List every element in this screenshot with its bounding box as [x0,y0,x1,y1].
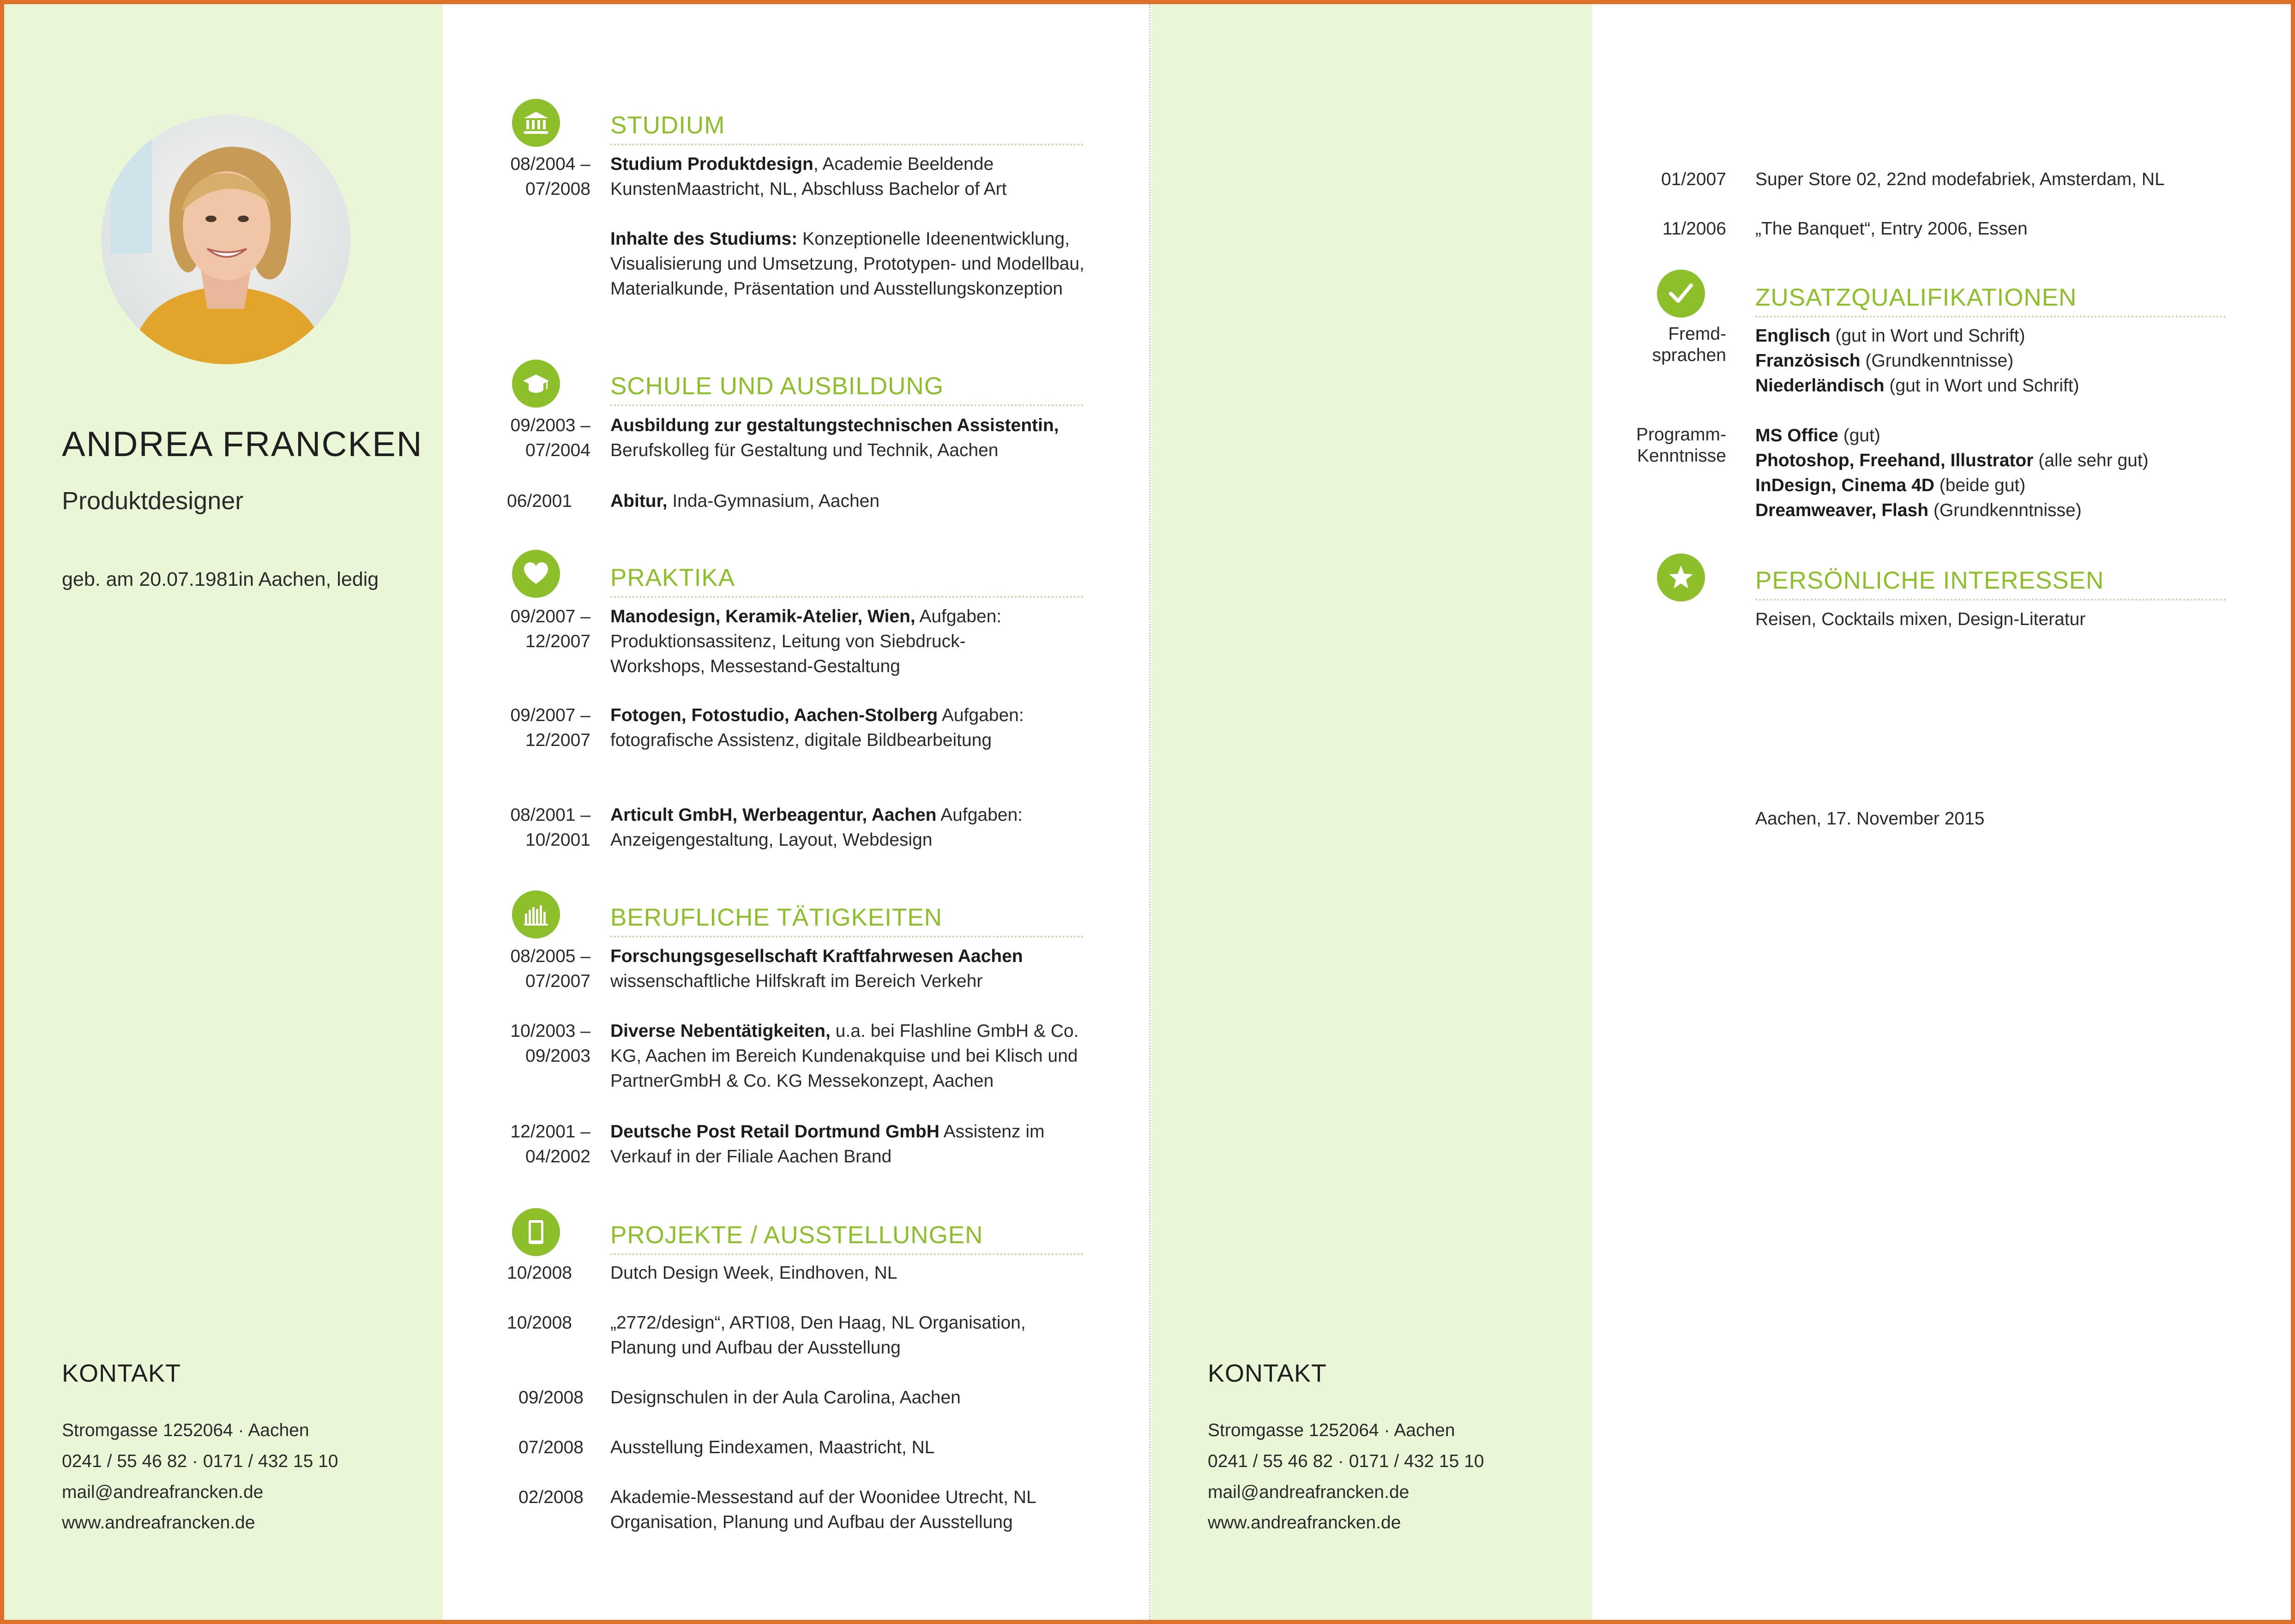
entry-text: Super Store 02, 22nd modefabriek, Amsterdam, NL [1755,169,2165,189]
qual-bold: MS Office [1755,426,1838,445]
person-name: ANDREA FRANCKEN [62,425,423,464]
checkmark-icon [1657,270,1705,318]
qual-bold: Französisch [1755,351,1861,371]
qual-detail: (gut) [1838,426,1880,445]
entry-date: 09/2003 – 07/2004 [510,415,590,460]
heart-icon [512,550,560,598]
entry-bold: Manodesign, Keramik-Atelier, Wien, [610,607,916,626]
entry-text [610,1435,1100,1460]
tablet-icon [512,1208,560,1256]
entry-date: 06/2001 [507,491,572,511]
qual-bold: Dreamweaver, Flash [1755,500,1929,520]
entry-detail: Ausstellung Eindexamen, Maastricht, NL [610,1438,935,1457]
qual-line [1755,448,2263,473]
entry-detail: Konzeptionelle Ideenentwicklung, Visualisierung und Umsetzung, Prototypen- und Modellbau, Materialkunde, Präsentation und Ausstellungskonzeption [610,229,1084,299]
graduation-cap-icon [512,360,560,408]
section-divider [1755,599,2226,601]
kontakt-phone: 0241 / 55 46 82 · 0171 / 432 15 10 [1208,1451,1484,1471]
entry-bold: Forschungsgesellschaft Kraftfahrwesen Aachen [610,946,1023,966]
entry-detail: wissenschaftliche Hilfskraft im Bereich Verkehr [610,971,983,991]
kontakt-email[interactable]: mail@andreafrancken.de [1208,1482,1410,1502]
entry-date: 09/2007 – 12/2007 [510,607,590,651]
kontakt-website[interactable]: www.andreafrancken.de [1208,1513,1401,1533]
section-title-interessen: PERSÖNLICHE INTERESSEN [1755,567,2104,594]
entry-detail: Aufgaben: fotografische Assistenz, digitale Bildbearbeitung [610,705,1024,750]
section-divider [610,144,1084,145]
entry-detail: u.a. bei Flashline GmbH & Co. KG, Aachen im Bereich Kundenakquise und bei Klisch und PartnerGmbH & Co. KG Messekonzept, Aachen [610,1021,1079,1091]
section-title-schule: SCHULE UND AUSBILDUNG [610,373,944,400]
entry-date: 10/2008 [507,1313,572,1333]
entry-date: 11/2006 [1662,219,1726,239]
group-label: Fremd- sprachen [1652,324,1726,365]
kontakt-title: KONTAKT [62,1359,181,1387]
entry-detail: Designschulen in der Aula Carolina, Aachen [610,1388,961,1407]
section-title-beruf: BERUFLICHE TÄTIGKEITEN [610,904,942,931]
qual-detail: (gut in Wort und Schrift) [1884,376,2079,396]
entry-date: 08/2004 – 07/2008 [510,154,590,199]
birth-info: geb. am 20.07.1981in Aachen, ledig [62,568,379,590]
entry-bold: Ausbildung zur gestaltungstechnischen Assistentin, [610,415,1059,435]
entry-date: 10/2003 – 09/2003 [510,1021,590,1066]
entry-detail: Aufgaben: Anzeigengestaltung, Layout, Webdesign [610,805,1023,850]
section-title-praktika: PRAKTIKA [610,564,735,591]
entry-date: 08/2001 – 10/2001 [510,805,590,850]
section-divider [610,936,1084,938]
section-divider [1755,316,2226,318]
entry-detail: „2772/design“, ARTI08, Den Haag, NL Organisation, Planung und Aufbau der Ausstellung [610,1313,1026,1358]
qual-detail: (alle sehr gut) [2033,451,2149,470]
entry-text [610,1311,1081,1360]
entry-detail: , Academie Beeldende KunstenMaastricht, NL, Abschluss Bachelor of Art [610,154,1007,199]
qual-detail: (gut in Wort und Schrift) [1830,326,2025,346]
qual-line [1755,373,2263,398]
place-date: Aachen, 17. November 2015 [1755,809,1985,829]
entry-bold: Fotogen, Fotostudio, Aachen-Stolberg [610,705,938,725]
entry-bold: Studium Produktdesign [610,154,813,174]
qual-line [1755,498,2263,523]
entry-bold: Inhalte des Studiums: [610,229,798,249]
entry-date: 09/2008 [518,1388,584,1407]
entry-detail: Akademie-Messestand auf der Woonidee Utrecht, NL Organisation, Planung und Aufbau der Ausstellung [610,1487,1036,1532]
section-title-zusatz: ZUSATZQUALIFIKATIONEN [1755,284,2077,311]
entry-text [610,489,1100,514]
entry-text [610,1119,1100,1169]
entry-date: 01/2007 [1661,169,1726,189]
kontakt-address: Stromgasse 1252064 · Aachen [1208,1420,1455,1440]
entry-text [610,227,1100,301]
qual-bold: Niederländisch [1755,376,1885,396]
bar-chart-icon [512,890,560,938]
entry-text [610,1261,1100,1286]
entry-detail: Berufskolleg für Gestaltung und Technik, Aachen [610,440,999,460]
kontakt-address: Stromgasse 1252064 · Aachen [62,1420,309,1440]
kontakt-website[interactable]: www.andreafrancken.de [62,1513,255,1533]
kontakt-email[interactable]: mail@andreafrancken.de [62,1482,264,1502]
entry-date: 07/2008 [518,1438,584,1457]
qual-line [1755,423,2263,448]
qual-detail: (Grundkenntnisse) [1860,351,2014,371]
section-title-studium: STUDIUM [610,112,725,139]
fold-line [1149,4,1151,1620]
section-divider [610,404,1084,406]
entry-text [610,1385,1100,1410]
qual-bold: Photoshop, Freehand, Illustrator [1755,451,2034,470]
entry-date: 08/2005 – 07/2007 [510,946,590,991]
entry-bold: Articult GmbH, Werbeagentur, Aachen [610,805,937,825]
qual-detail: (beide gut) [1934,475,2026,495]
star-icon [1657,553,1705,601]
section-divider [610,1253,1084,1255]
entry-detail: Inda-Gymnasium, Aachen [667,491,880,511]
entry-text [610,944,1100,994]
entry-text [610,152,1100,202]
qual-bold: InDesign, Cinema 4D [1755,475,1934,495]
job-title: Produktdesigner [62,487,244,515]
entry-text [610,703,1026,753]
entry-detail: Aufgaben: Produktionsassitenz, Leitung von Siebdruck-Workshops, Messestand-Gestaltung [610,607,1002,676]
entry-date: 12/2001 – 04/2002 [510,1122,590,1167]
entry-text [610,1485,1072,1535]
interessen-text: Reisen, Cocktails mixen, Design-Literatur [1755,609,2086,629]
entry-date: 02/2008 [518,1487,584,1507]
qual-line [1755,349,2263,373]
entry-text [610,413,1100,463]
entry-text [610,604,1026,679]
section-title-projekte: PROJEKTE / AUSSTELLUNGEN [610,1221,983,1249]
kontakt-phone: 0241 / 55 46 82 · 0171 / 432 15 10 [62,1451,338,1471]
qual-line [1755,324,2263,349]
entry-text [610,1019,1100,1094]
university-icon [512,99,560,147]
entry-date: 10/2008 [507,1263,572,1283]
entry-bold: Abitur, [610,491,668,511]
section-divider [610,596,1084,598]
entry-date: 09/2007 – 12/2007 [510,705,590,750]
qual-line [1755,473,2263,498]
kontakt-title: KONTAKT [1208,1359,1327,1387]
entry-detail: Dutch Design Week, Eindhoven, NL [610,1263,898,1283]
qual-bold: Englisch [1755,326,1831,346]
profile-photo [101,115,350,364]
qual-detail: (Grundkenntnisse) [1928,500,2082,520]
entry-bold: Deutsche Post Retail Dortmund GmbH [610,1122,940,1142]
entry-text [610,803,1072,853]
entry-text: „The Banquet“, Entry 2006, Essen [1755,219,2028,239]
group-label: Programm- Kenntnisse [1636,425,1726,466]
entry-detail: Assistenz im Verkauf in der Filiale Aachen Brand [610,1122,1045,1167]
entry-bold: Diverse Nebentätigkeiten, [610,1021,831,1041]
